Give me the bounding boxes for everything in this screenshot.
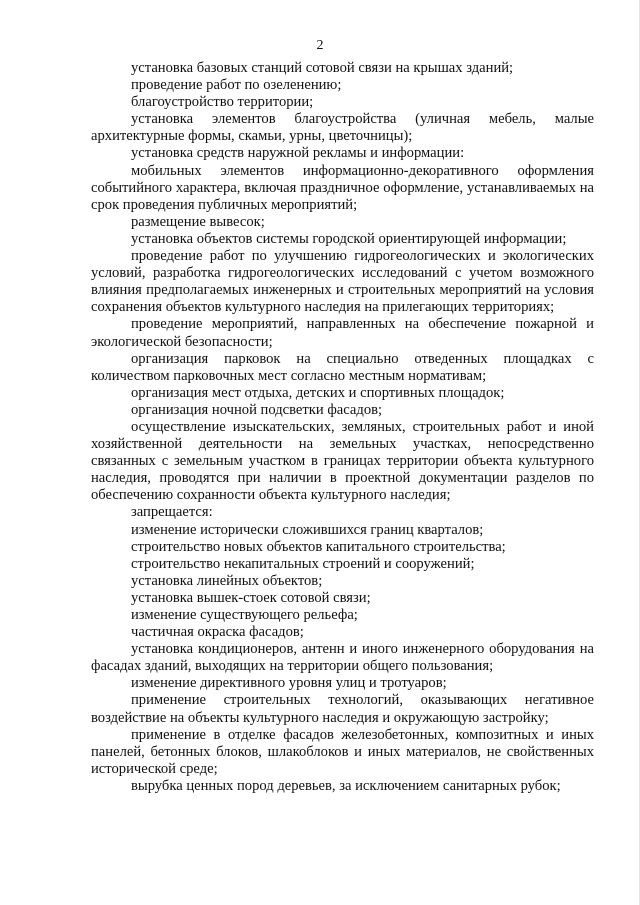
document-body [91,60,594,795]
paragraph: изменение исторически сложившихся границ кварталов; [131,521,484,538]
paragraph: установка кондиционеров, антенн и иного инженерного оборудования на фасадах зданий, выходящих на территории общего пользования; [91,641,594,675]
paragraph: применение строительных технологий, оказывающих негативное воздействие на объекты культурного наследия и окружающую застройку; [91,692,594,726]
paragraph: организация ночной подсветки фасадов; [131,401,383,418]
paragraph: проведение мероприятий, направленных на обеспечение пожарной и экологической безопасности; [91,316,594,350]
paragraph: применение в отделке фасадов железобетонных, композитных и иных панелей, бетонных блоков, шлакоблоков и иных материалов, не свойственных исторической среде; [91,726,594,777]
paragraph: благоустройство территории; [131,94,314,111]
paragraph: вырубка ценных пород деревьев, за исключением санитарных рубок; [131,777,561,794]
paragraph: изменение директивного уровня улиц и тротуаров; [131,675,447,692]
paragraph: проведение работ по улучшению гидрогеологических и экологических условий, разработка гидрогеологических исследований с учетом возможного влияния предполагаемых инженерных и строительных мероприятий на условия сохранения объектов культурного наследия на прилегающих территориях; [91,248,594,316]
paragraph: осуществление изыскательских, земляных, строительных работ и иной хозяйственной деятельности на земельных участках, непосредственно связанных с земельным участком в границах территории объекта культурного наследия, проводятся при наличии в проектной документации разделов по обеспечению сохранности объекта культурного наследия; [91,418,594,504]
paragraph: установка элементов благоустройства (уличная мебель, малые архитектурные формы, скамьи, урны, цветочницы); [91,111,594,145]
paragraph: размещение вывесок; [131,213,265,230]
paragraph: установка линейных объектов; [131,572,323,589]
paragraph: строительство некапитальных строений и сооружений; [131,555,475,572]
paragraph: частичная окраска фасадов; [131,624,304,641]
paragraph: мобильных элементов информационно-декоративного оформления событийного характера, включая праздничное оформление, устанавливаемых на срок проведения публичных мероприятий; [91,162,594,213]
paragraph: установка объектов системы городской ориентирующей информации; [131,230,567,247]
paragraph: установка вышек-стоек сотовой связи; [131,589,371,606]
paragraph: запрещается: [131,504,213,521]
page-number: 2 [316,38,324,53]
paragraph: установка средств наружной рекламы и информации: [131,145,465,162]
paragraph: организация мест отдыха, детских и спортивных площадок; [131,384,505,401]
paragraph: изменение существующего рельефа; [131,607,358,623]
paragraph: установка базовых станций сотовой связи на крышах зданий; [131,60,514,76]
paragraph: строительство новых объектов капитального строительства; [131,538,506,555]
paragraph: проведение работ по озеленению; [131,77,342,94]
paragraph: организация парковок на специально отведенных площадках с количеством парковочных мест согласно местным нормативам; [91,350,594,384]
